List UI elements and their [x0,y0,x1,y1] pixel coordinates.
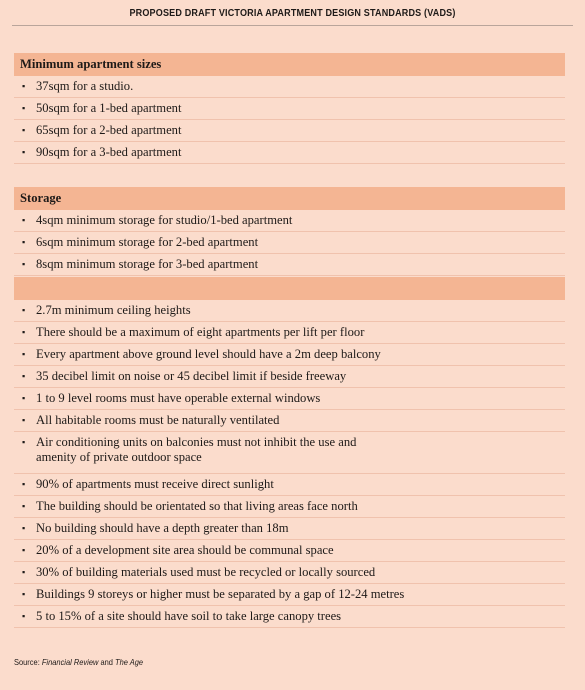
list-item: ▪ 6sqm minimum storage for 2-bed apartment [14,232,565,254]
list-item: ▪ 30% of building materials used must be recycled or locally sourced [14,562,565,584]
list-item: ▪ All habitable rooms must be naturally ventilated [14,410,565,432]
source-publication: Financial Review [41,657,99,667]
section-heading: Minimum apartment sizes [14,53,565,76]
bullet-icon: ▪ [22,259,26,269]
section-heading [14,277,565,300]
bullet-icon: ▪ [22,479,26,489]
bullet-icon: ▪ [22,103,26,113]
list-item: ▪ There should be a maximum of eight apartments per lift per floor [14,322,565,344]
list-item: ▪ 8sqm minimum storage for 3-bed apartment [14,254,565,276]
bullet-icon: ▪ [22,215,26,225]
list-item: ▪ 90sqm for a 3-bed apartment [14,142,565,164]
section-storage [14,187,565,276]
bullet-icon: ▪ [22,371,26,381]
list-item: ▪ Buildings 9 storeys or higher must be separated by a gap of 12-24 metres [14,584,565,606]
list-item: ▪ The building should be orientated so that living areas face north [14,496,565,518]
list-item: ▪ Every apartment above ground level should have a 2m deep balcony [14,344,565,366]
list-item: ▪ 2.7m minimum ceiling heights [14,300,565,322]
bullet-icon: ▪ [22,415,26,425]
bullet-icon: ▪ [22,81,26,91]
list-item: ▪ No building should have a depth greater than 18m [14,518,565,540]
list-item: ▪ Air conditioning units on balconies must not inhibit the use and amenity of private outdoor space [14,432,565,474]
bullet-icon: ▪ [22,523,26,533]
list-item: ▪ 90% of apartments must receive direct sunlight [14,474,565,496]
list-item: ▪ 4sqm minimum storage for studio/1-bed apartment [14,210,565,232]
bullet-icon: ▪ [22,327,26,337]
list-item: ▪ 65sqm for a 2-bed apartment [14,120,565,142]
list-item: ▪ 5 to 15% of a site should have soil to take large canopy trees [14,606,565,628]
bullet-icon: ▪ [22,545,26,555]
list-item: ▪ 20% of a development site area should be communal space [14,540,565,562]
section-general-standards [14,277,565,628]
list-item: ▪ 37sqm for a studio. [14,76,565,98]
bullet-icon: ▪ [22,501,26,511]
title-divider [12,25,573,26]
list-item: ▪ 1 to 9 level rooms must have operable external windows [14,388,565,410]
list-item: ▪ 35 decibel limit on noise or 45 decibel limit if beside freeway [14,366,565,388]
bullet-icon: ▪ [22,305,26,315]
list-item: ▪ 50sqm for a 1-bed apartment [14,98,565,120]
bullet-icon: ▪ [22,589,26,599]
bullet-icon: ▪ [22,349,26,359]
bullet-icon: ▪ [22,237,26,247]
bullet-icon: ▪ [22,125,26,135]
bullet-icon: ▪ [22,611,26,621]
page-title: PROPOSED DRAFT VICTORIA APARTMENT DESIGN STANDARDS (VADS) [129,7,456,19]
bullet-icon: ▪ [22,437,26,447]
bullet-icon: ▪ [22,393,26,403]
section-heading: Storage [14,187,565,210]
source-publication: The Age [115,657,144,667]
source-credit: Source: Financial Review and The Age [14,657,144,667]
bullet-icon: ▪ [22,147,26,157]
section-minimum-sizes [14,53,565,164]
bullet-icon: ▪ [22,567,26,577]
